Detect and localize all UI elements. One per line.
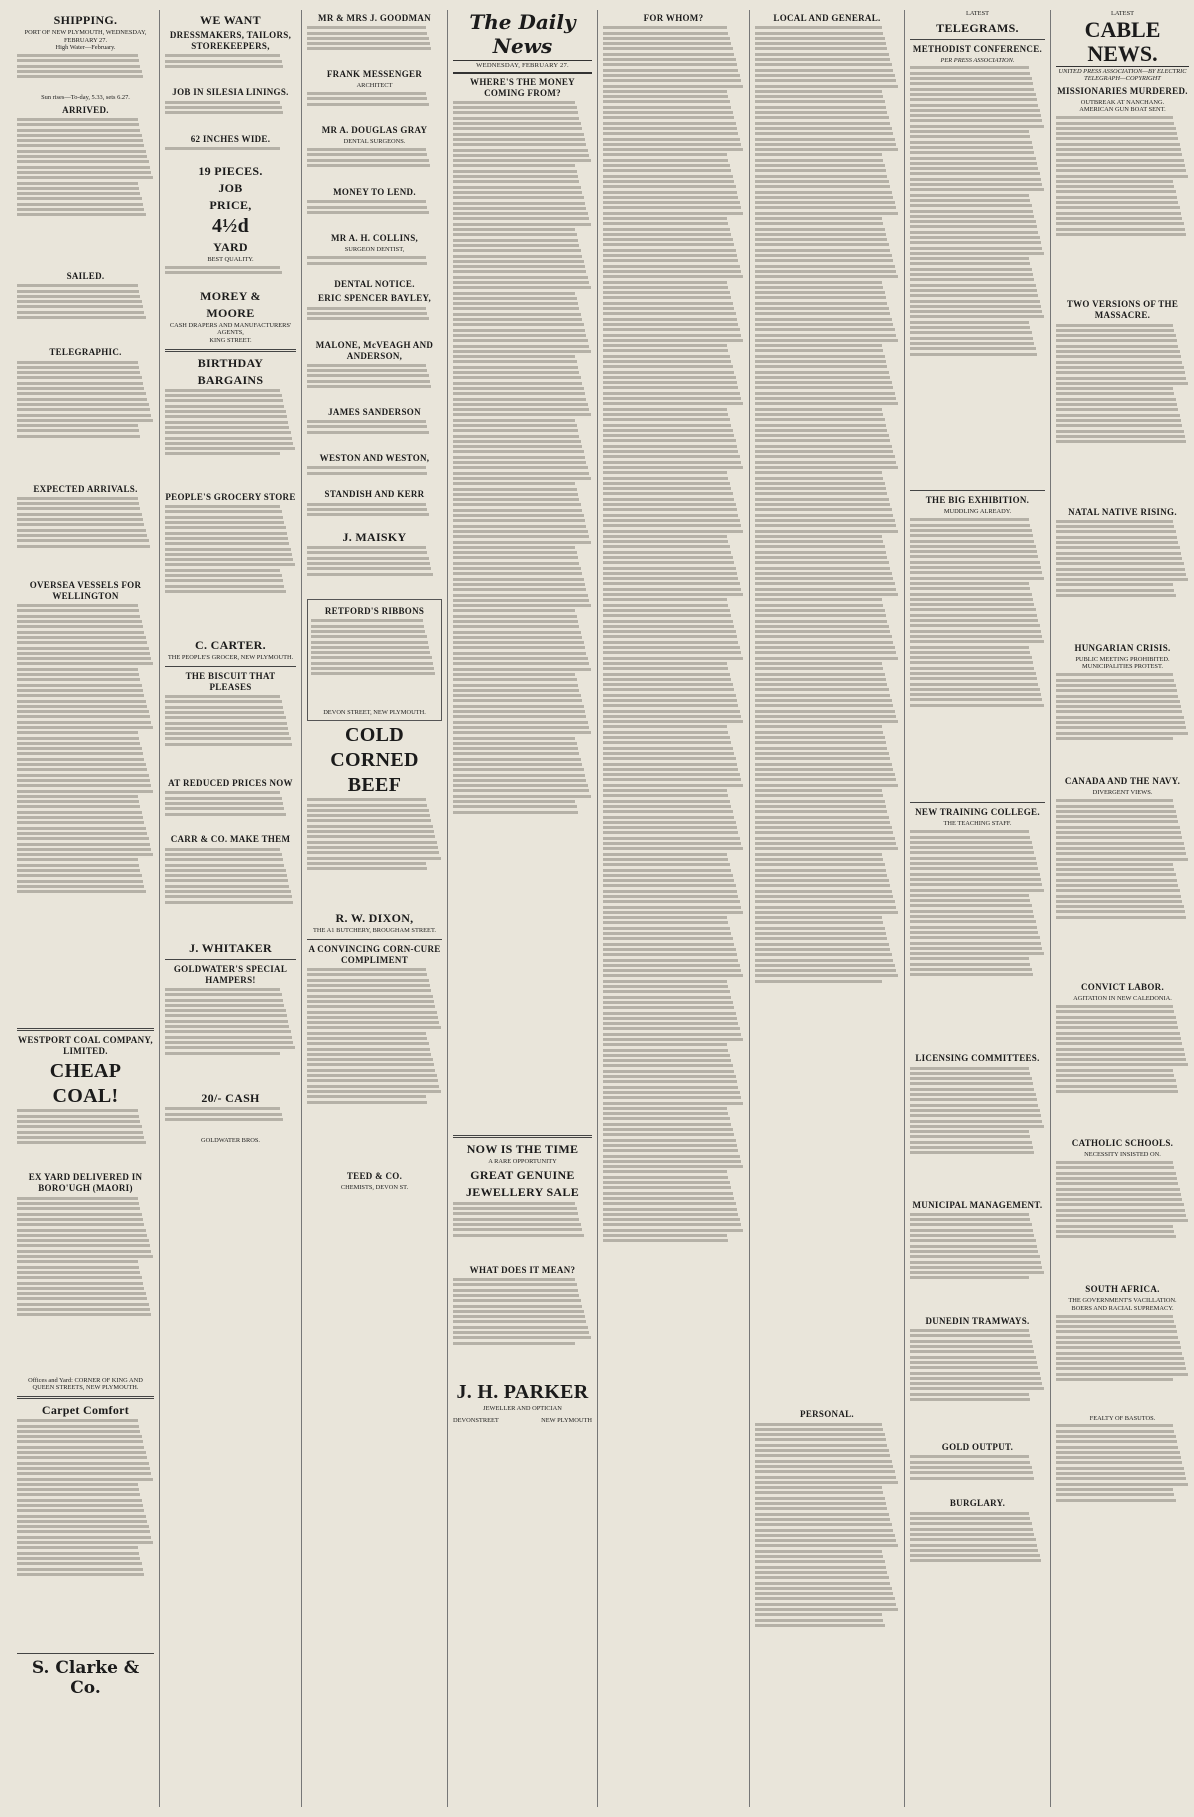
pieces: 19 PIECES. [198, 163, 263, 178]
we-want: WE WANT [200, 13, 261, 27]
money-heading: WHERE'S THE MONEY COMING FROM? [470, 76, 575, 98]
high-water: High Water—February. [55, 44, 116, 52]
telegrams-heading: TELEGRAMS. [936, 20, 1019, 35]
expected-arrivals-heading: EXPECTED ARRIVALS. [33, 483, 138, 494]
what-does-it-mean: WHAT DOES IT MEAN? [469, 1264, 576, 1275]
morey: MOREY & [200, 288, 261, 303]
latest-label-2: LATEST [1110, 10, 1135, 17]
sailed-heading: SAILED. [66, 270, 105, 281]
new-caledonia: AGITATION IN NEW CALEDONIA. [1073, 995, 1172, 1003]
divergent: DIVERGENT VIEWS. [1092, 789, 1153, 797]
column-local [750, 10, 905, 1807]
inches-wide: 62 INCHES WIDE. [190, 133, 271, 144]
reduced-prices: AT REDUCED PRICES NOW [168, 778, 293, 789]
methodist-heading: METHODIST CONFERENCE. [912, 43, 1043, 54]
price-value: 4½d [211, 214, 250, 237]
licensing-heading: LICENSING COMMITTEES. [915, 1053, 1040, 1064]
job: JOB [218, 180, 243, 195]
convict-heading: CONVICT LABOR. [1080, 982, 1165, 993]
beef: BEEF [347, 773, 402, 796]
column-ads-1 [160, 10, 302, 1807]
we-want-text [165, 54, 296, 84]
bayley: ERIC SPENCER BAYLEY, [317, 293, 432, 304]
gunboat: AMERICAN GUN BOAT SENT. [1079, 106, 1166, 114]
catholic-heading: CATHOLIC SCHOOLS. [1071, 1138, 1174, 1149]
dental-surgeons: DENTAL SURGEONS. [343, 138, 406, 146]
column-ads-2 [302, 10, 448, 1807]
exhibition-heading: THE BIG EXHIBITION. [925, 495, 1030, 506]
malone: MALONE, McVEAGH AND ANDERSON, [315, 339, 434, 361]
ex-yard-heading: EX YARD DELIVERED IN BORO'UGH (MAORI) [28, 1172, 143, 1194]
carr: CARR & CO. MAKE THEM [170, 834, 291, 845]
architect-1: ARCHITECT [356, 82, 393, 90]
editorial-text [453, 101, 592, 1131]
retfords-ad [307, 599, 442, 721]
goodman: MR & MRS J. GOODMAN [318, 13, 431, 23]
for-whom-heading: FOR WHOM? [643, 13, 704, 23]
goldwater-bros: GOLDWATER BROS. [201, 1137, 260, 1145]
cable-heading: CABLE NEWS. [1056, 18, 1189, 67]
weston: WESTON AND WESTON, [319, 453, 430, 464]
parker-sub: JEWELLER AND OPTICIAN [483, 1405, 562, 1413]
tide-table [17, 54, 154, 94]
public-meeting: PUBLIC MEETING PROHIBITED. [1075, 655, 1170, 663]
parker: J. H. PARKER [456, 1381, 589, 1404]
jewellery-sale: JEWELLERY SALE [465, 1185, 580, 1200]
coal-address: Offices and Yard: CORNER OF KING AND QUEEN STREETS, NEW PLYMOUTH. [28, 1376, 143, 1392]
paper-date: WEDNESDAY, FEBRUARY 27. [453, 60, 592, 70]
hungarian-heading: HUNGARIAN CRISIS. [1074, 642, 1171, 653]
messenger: FRANK MESSENGER [326, 69, 423, 80]
dixon-sub: THE A1 BUTCHERY, BROUGHAM STREET. [313, 927, 436, 935]
arrivals-text [17, 497, 154, 577]
surgeon-dentist: SURGEON DENTIST, [344, 246, 405, 254]
telegraphic-heading: TELEGRAPHIC. [49, 347, 122, 358]
great-genuine: GREAT GENUINE [470, 1168, 575, 1183]
telegraphic-text [17, 361, 154, 481]
coal-heading: COAL! [52, 1085, 119, 1108]
birthday: BIRTHDAY [197, 355, 264, 370]
personal-heading: PERSONAL. [800, 1409, 854, 1420]
column-editorial [448, 10, 598, 1807]
dressmakers: DRESSMAKERS, TAILORS, STOREKEEPERS, [169, 30, 292, 51]
drapers: CASH DRAPERS AND MANUFACTURERS' AGENTS, [169, 321, 292, 337]
peoples-grocery: PEOPLE'S GROCERY STORE [165, 491, 296, 502]
arrived-text [17, 118, 154, 268]
canada-heading: CANADA AND THE NAVY. [1064, 776, 1181, 787]
rare-opportunity: A RARE OPPORTUNITY [488, 1157, 557, 1165]
govt-vacillation: THE GOVERNMENT'S VACILLATION. [1068, 1297, 1177, 1305]
king-street: KING STREET. [209, 336, 252, 344]
price: PRICE, [209, 197, 252, 212]
bargains: BARGAINS [197, 372, 264, 387]
column-for-whom [598, 10, 750, 1807]
arrived-heading: ARRIVED. [62, 104, 109, 115]
overseas-heading: OVERSEA VESSELS FOR WELLINGTON [29, 579, 142, 601]
retfords-address: DEVON STREET, NEW PLYMOUTH. [323, 709, 426, 717]
dixon: R. W. DIXON, [335, 911, 414, 926]
masthead [453, 10, 592, 74]
yard: YARD [213, 239, 248, 254]
local-text [755, 26, 899, 1406]
corned: CORNED [330, 748, 419, 771]
teaching-staff: THE TEACHING STAFF. [943, 820, 1012, 828]
biscuit: THE BISCUIT THAT PLEASES [185, 670, 276, 692]
cold: COLD [345, 723, 404, 746]
overseas-text [17, 604, 154, 1024]
clarke-footer: S. Clarke & Co. [31, 1658, 140, 1699]
outbreak: OUTBREAK AT NANCHANG. [1080, 98, 1165, 106]
press-association: PER PRESS ASSOCIATION. [940, 56, 1015, 64]
collins: MR A. H. COLLINS, [330, 233, 419, 244]
moore: MOORE [206, 305, 255, 320]
gold-heading: GOLD OUTPUT. [941, 1442, 1014, 1453]
muddling: MUDDLING ALREADY. [943, 508, 1012, 516]
carter: C. CARTER. [195, 638, 266, 653]
two-versions: TWO VERSIONS OF THE MASSACRE. [1066, 299, 1179, 321]
municipalities: MUNICIPALITIES PROTEST. [1082, 663, 1163, 671]
corn-cure: A CONVINCING CORN-CURE COMPLIMENT [308, 943, 441, 965]
basutos: FEALTY OF BASUTOS. [1089, 1414, 1156, 1422]
united-press: UNITED PRESS ASSOCIATION—BY ELECTRIC TELEGRAPH—COPYRIGHT [1058, 67, 1187, 83]
sun-times: Sun rises—To-day, 5.33, sets 6.27. [41, 94, 130, 102]
coal-company: WESTPORT COAL COMPANY, LIMITED. [18, 1035, 153, 1057]
standish: STANDISH AND KERR [324, 489, 425, 500]
sanderson: JAMES SANDERSON [328, 406, 421, 417]
south-africa-heading: SOUTH AFRICA. [1085, 1284, 1160, 1295]
boers: BOERS AND RACIAL SUPREMACY. [1071, 1304, 1174, 1312]
silesia-linings: JOB IN SILESIA LININGS. [172, 87, 289, 98]
port-heading: PORT OF NEW PLYMOUTH, WEDNESDAY, FEBRUARY 27. [24, 29, 147, 44]
column-shipping [12, 10, 160, 1807]
column-telegrams [905, 10, 1051, 1807]
parker-town: NEW PLYMOUTH [541, 1416, 592, 1424]
dunedin-heading: DUNEDIN TRAMWAYS. [925, 1315, 1030, 1326]
column-cable [1051, 10, 1194, 1807]
gray: MR A. DOUGLAS GRAY [321, 125, 428, 136]
parker-address [453, 1417, 592, 1425]
shipping-heading: SHIPPING. [53, 13, 118, 27]
training-heading: NEW TRAINING COLLEGE. [915, 807, 1040, 818]
maisky: J. MAISKY [342, 529, 407, 544]
for-whom-text [603, 26, 744, 1776]
goldwater-hampers: GOLDWATER'S SPECIAL HAMPERS! [173, 963, 288, 985]
money-to-lend: MONEY TO LEND. [333, 187, 416, 198]
best-quality: BEST QUALITY. [207, 255, 254, 263]
whitaker: J. WHITAKER [189, 940, 272, 955]
carpet-comfort: Carpet Comfort [41, 1402, 130, 1417]
municipal-heading: MUNICIPAL MANAGEMENT. [912, 1199, 1043, 1210]
missionaries-heading: MISSIONARIES MURDERED. [1057, 85, 1188, 96]
cheap-heading: CHEAP [49, 1060, 122, 1083]
natal-heading: NATAL NATIVE RISING. [1068, 506, 1177, 517]
local-general-heading: LOCAL AND GENERAL. [773, 13, 881, 23]
latest-label: LATEST [965, 10, 990, 17]
coal-prices [17, 1197, 154, 1377]
now-is-the-time: NOW IS THE TIME [466, 1141, 579, 1156]
carpet-text [17, 1419, 154, 1649]
retfords: RETFORD'S RIBBONS [324, 606, 425, 617]
teed: TEED & CO. [346, 1171, 403, 1182]
cash: 20/- CASH [201, 1090, 260, 1105]
paper-title: The Daily News [469, 10, 576, 58]
teed-sub: CHEMISTS, DEVON ST. [340, 1184, 409, 1192]
parker-street: DEVONSTREET [453, 1416, 499, 1424]
burglary-heading: BURGLARY. [949, 1498, 1006, 1509]
necessity: NECESSITY INSISTED ON. [1084, 1151, 1161, 1159]
dental-notice: DENTAL NOTICE. [334, 279, 415, 290]
sailed-text [17, 284, 154, 344]
coal-text [17, 1109, 154, 1169]
carter-sub: THE PEOPLE'S GROCER, NEW PLYMOUTH. [167, 654, 294, 662]
personal-text [755, 1423, 899, 1723]
